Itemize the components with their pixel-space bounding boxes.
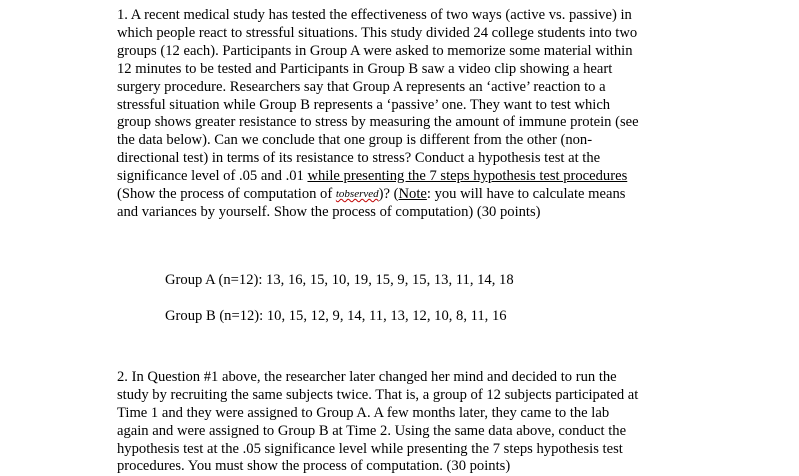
question-2-line: 2. In Question #1 above, the researcher later changed her mind and decided to run the — [117, 368, 617, 385]
question-1-line: groups (12 each). Participants in Group A were asked to memorize some material within — [117, 42, 633, 59]
group-b-data: Group B (n=12): 10, 15, 12, 9, 14, 11, 13, 12, 10, 8, 11, 16 — [165, 307, 507, 324]
question-2-line: study by recruiting the same subjects twice. That is, a group of 12 subjects participated at — [117, 386, 639, 403]
question-2-paragraph — [117, 369, 687, 476]
question-2-line: procedures. You must show the process of computation. (30 points) — [117, 458, 511, 475]
question-1-text: (Show the process of computation of — [117, 186, 336, 203]
question-1-text: significance level of .05 and .01 — [117, 168, 308, 185]
question-1-text: )? ( — [378, 186, 399, 203]
question-1-line: surgery procedure. Researchers say that Group A represents an ‘active’ reaction to a — [117, 78, 606, 95]
question-1-line: the data below). Can we conclude that one group is different from the other (non- — [117, 132, 593, 149]
note-label: Note — [398, 186, 427, 203]
question-1-line: group shows greater resistance to stress by measuring the amount of immune protein (see — [117, 114, 639, 131]
question-1-line: 12 minutes to be tested and Participants in Group B saw a video clip showing a heart — [117, 60, 613, 77]
question-2-line: Time 1 and they were assigned to Group A. A few months later, they came to the lab — [117, 404, 610, 421]
document-body — [117, 7, 687, 476]
question-2-line: again and were assigned to Group B at Time 2. Using the same data above, conduct the — [117, 422, 627, 439]
group-a-data: Group A (n=12): 13, 16, 15, 10, 19, 15, 9, 15, 13, 11, 14, 18 — [165, 271, 514, 288]
underlined-instruction: while presenting the 7 steps hypothesis test procedures — [307, 168, 628, 185]
question-1-line: and variances by yourself. Show the process of computation) (30 points) — [117, 203, 541, 220]
question-1-line: which people react to stressful situations. This study divided 24 college students into two — [117, 24, 638, 41]
question-2-line: hypothesis test at the .05 significance level while presenting the 7 steps hypothesis test — [117, 440, 623, 457]
question-1-line: stressful situation while Group B represents a ‘passive’ one. They want to test which — [117, 96, 611, 113]
question-1-paragraph — [117, 7, 687, 222]
question-1-line — [117, 168, 687, 186]
question-1-line: directional test) in terms of its resistance to stress? Conduct a hypothesis test at the — [117, 150, 601, 167]
question-1-text: : you will have to calculate means — [426, 186, 626, 203]
question-1-line: 1. A recent medical study has tested the effectiveness of two ways (active vs. passive) in — [117, 7, 632, 23]
question-1-line — [117, 186, 687, 204]
spellcheck-flagged-word: tobserved — [335, 188, 379, 201]
